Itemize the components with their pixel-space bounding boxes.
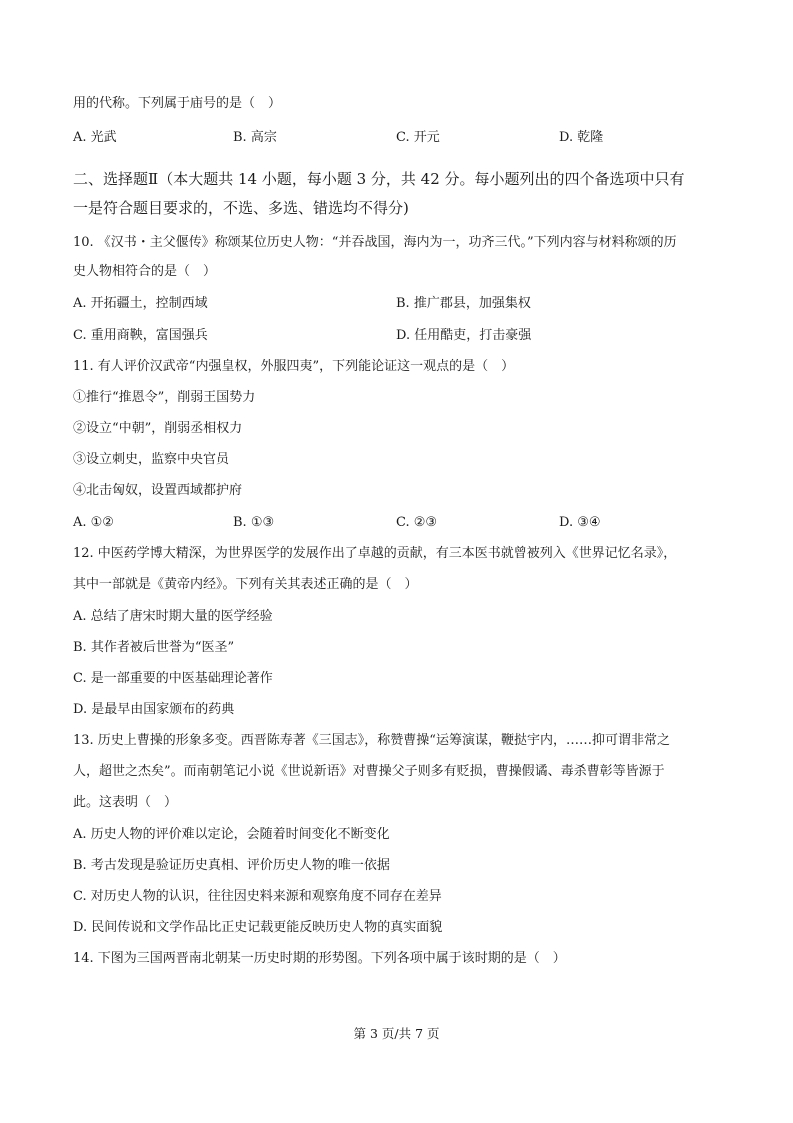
q11-item-1: ①推行“推恩令”，削弱王国势力 bbox=[73, 390, 256, 405]
q13-stem-line3: 此。这表明（ ） bbox=[73, 795, 178, 810]
q9-option-a: A. 光武 bbox=[73, 130, 117, 145]
q12-option-b: B. 其作者被后世誉为“医圣” bbox=[73, 640, 235, 655]
q9-option-d: D. 乾隆 bbox=[559, 130, 604, 145]
q13-stem-line1: 13. 历史上曹操的形象多变。西晋陈寿著《三国志》，称赞曹操“运筹演谋，鞭挞宇内，……抑可谓非常之 bbox=[73, 733, 670, 748]
section-heading-line1: 二、选择题Ⅱ（本大题共 14 小题，每小题 3 分，共 42 分。每小题列出的四个备选项中只有 bbox=[73, 170, 685, 188]
q10-option-c: C. 重用商鞅，富国强兵 bbox=[73, 328, 208, 343]
q11-option-c: C. ②③ bbox=[396, 515, 438, 530]
section-heading-line2: 一是符合题目要求的，不选、多选、错选均不得分) bbox=[73, 199, 409, 217]
q12-option-d: D. 是最早由国家颁布的药典 bbox=[73, 702, 235, 717]
page-number-footer: 第 3 页/共 7 页 bbox=[353, 1026, 440, 1041]
q11-option-b: B. ①③ bbox=[233, 515, 275, 530]
q13-stem-line2: 人，超世之杰矣”。而南朝笔记小说《世说新语》对曹操父子则多有贬损，曹操假谲、毒杀曹彰等皆源于 bbox=[73, 764, 665, 779]
q10-stem-line2: 史人物相符合的是（ ） bbox=[73, 264, 217, 279]
q13-option-d: D. 民间传说和文学作品比正史记载更能反映历史人物的真实面貌 bbox=[73, 920, 443, 935]
q10-option-a: A. 开拓疆土，控制西域 bbox=[73, 296, 208, 311]
q13-option-c: C. 对历史人物的认识，往往因史料来源和观察角度不同存在差异 bbox=[73, 889, 442, 904]
q12-stem-line1: 12. 中医药学博大精深，为世界医学的发展作出了卓越的贡献，有三本医书就曾被列入《世界记忆名录》， bbox=[73, 546, 677, 561]
q11-item-2: ②设立“中朝”，削弱丞相权力 bbox=[73, 421, 243, 436]
q9-stem-continuation: 用的代称。下列属于庙号的是（ ） bbox=[73, 96, 282, 111]
q12-option-c: C. 是一部重要的中医基础理论著作 bbox=[73, 671, 273, 686]
q10-stem-line1: 10. 《汉书・主父偃传》称颂某位历史人物：“并吞战国，海内为一，功齐三代。”下列内容与材料称颂的历 bbox=[73, 235, 677, 250]
q11-item-3: ③设立刺史，监察中央官员 bbox=[73, 452, 230, 467]
q11-option-a: A. ①② bbox=[73, 515, 114, 530]
q14-stem: 14. 下图为三国两晋南北朝某一历史时期的形势图。下列各项中属于该时期的是（ ） bbox=[73, 951, 566, 966]
q10-option-b: B. 推广郡县，加强集权 bbox=[396, 296, 531, 311]
q11-option-d: D. ③④ bbox=[559, 515, 601, 530]
q10-option-d: D. 任用酷吏，打击豪强 bbox=[396, 328, 532, 343]
q11-item-4: ④北击匈奴，设置西域都护府 bbox=[73, 483, 243, 498]
q11-stem: 11. 有人评价汉武帝“内强皇权，外服四夷”，下列能论证这一观点的是（ ） bbox=[73, 359, 515, 374]
q9-option-c: C. 开元 bbox=[396, 130, 440, 145]
q12-option-a: A. 总结了唐宋时期大量的医学经验 bbox=[73, 609, 273, 624]
q9-option-b: B. 高宗 bbox=[233, 130, 277, 145]
q12-stem-line2: 其中一部就是《黄帝内经》。下列有关其表述正确的是（ ） bbox=[73, 577, 418, 592]
q13-option-b: B. 考古发现是验证历史真相、评价历史人物的唯一依据 bbox=[73, 858, 390, 873]
q13-option-a: A. 历史人物的评价难以定论，会随着时间变化不断变化 bbox=[73, 827, 390, 842]
